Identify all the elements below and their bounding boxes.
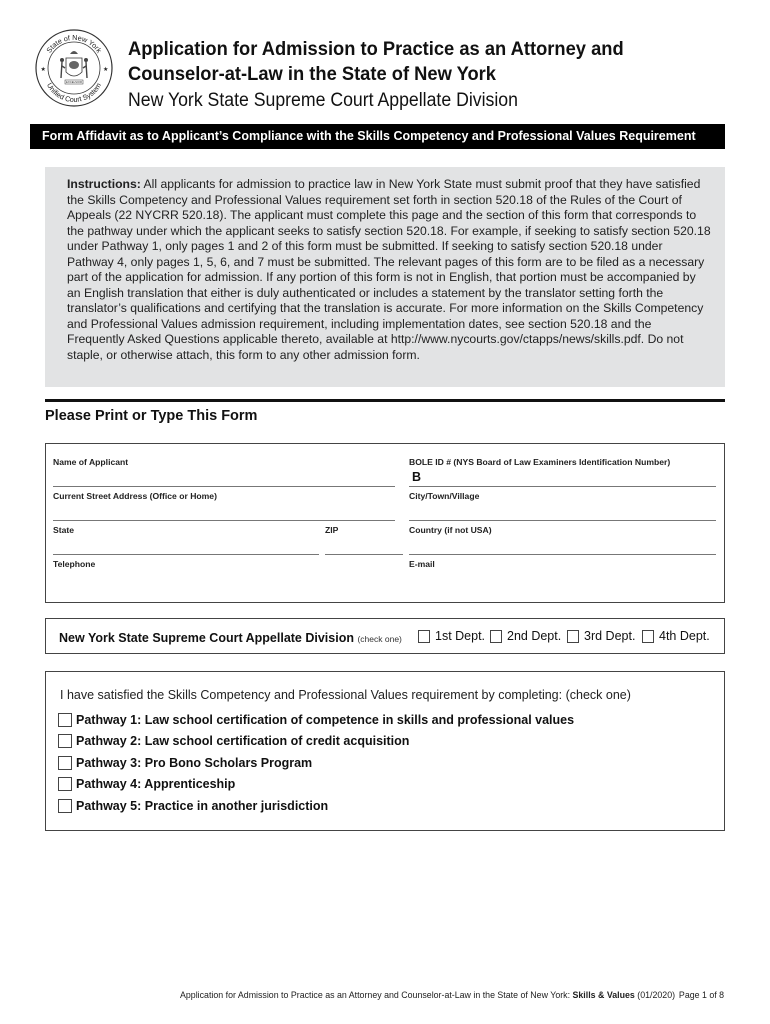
pathway-2-option[interactable] (58, 734, 409, 748)
zip-field[interactable] (325, 554, 403, 555)
bole-id-label: BOLE ID # (NYS Board of Law Examiners Identification Number) (409, 457, 671, 467)
pathway-box (45, 671, 725, 831)
pathway-4-checkbox[interactable] (58, 777, 72, 791)
instructions-box (45, 167, 725, 387)
instructions-label: Instructions: (67, 177, 141, 191)
country-label: Country (if not USA) (409, 525, 492, 535)
city-label: City/Town/Village (409, 491, 480, 501)
dept-1-checkbox[interactable] (418, 630, 430, 643)
page-number: Page 1 of 8 (678, 990, 724, 1001)
name-label: Name of Applicant (53, 457, 129, 467)
country-field[interactable] (409, 554, 716, 555)
nys-court-seal (34, 28, 114, 108)
pathway-2-label: Pathway 2: Law school certification of credit acquisition (76, 734, 410, 748)
email-field[interactable] (409, 594, 716, 595)
email-label: E-mail (409, 559, 435, 569)
footer-bold: Skills & Values (572, 990, 635, 1001)
state-label: State (53, 525, 75, 535)
appellate-division-label (59, 631, 402, 645)
street-address-field[interactable] (53, 520, 395, 521)
telephone-label: Telephone (53, 559, 96, 569)
page-title (128, 37, 711, 87)
check-one-note: (check one) (357, 634, 402, 644)
pathway-5-label: Pathway 5: Practice in another jurisdiction (76, 799, 329, 813)
pathway-3-label: Pathway 3: Pro Bono Scholars Program (76, 756, 313, 770)
dept-2-label: 2nd Dept. (507, 629, 562, 643)
name-field[interactable] (53, 486, 395, 487)
appellate-division-box (45, 618, 725, 654)
city-field[interactable] (409, 520, 716, 521)
pathway-5-option[interactable] (58, 799, 328, 813)
dept-1-label: 1st Dept. (435, 629, 486, 643)
section-divider (45, 399, 725, 402)
page-subtitle: New York State Supreme Court Appellate Division (128, 90, 518, 111)
telephone-field[interactable] (53, 594, 395, 595)
svg-text:★: ★ (40, 67, 46, 73)
page-footer (180, 990, 675, 1001)
dept-4-label: 4th Dept. (659, 629, 710, 643)
seal-top-text: State of New York (44, 32, 104, 55)
state-field[interactable] (53, 554, 319, 555)
seal-bottom-text: Unified Court System (44, 81, 104, 105)
pathway-3-option[interactable] (58, 756, 312, 770)
bole-id-prefix: B (412, 470, 422, 484)
dept-2-option[interactable] (490, 629, 561, 643)
pathway-5-checkbox[interactable] (58, 799, 72, 813)
pathway-4-option[interactable] (58, 777, 235, 791)
dept-3-checkbox[interactable] (567, 630, 579, 643)
form-banner: Form Affidavit as to Applicant’s Compliance with the Skills Competency and Professional Values Requirement (30, 124, 725, 149)
title-line-1: Application for Admission to Practice as an Attorney and (128, 38, 624, 60)
zip-label: ZIP (325, 525, 339, 535)
dept-3-label: 3rd Dept. (584, 629, 636, 643)
pathway-3-checkbox[interactable] (58, 756, 72, 770)
title-line-2: Counselor-at-Law in the State of New York (128, 63, 497, 85)
instructions-text: All applicants for admission to practice law in New York State must submit proof that they have satisfied the Skills Competency and Professional Values requirement set forth in section 520.18 of the Rules of the Court of Appeals (22 NYCRR 520.18). The applicant must complete this page and the section of this form that corresponds to the pathway under which the applicant seeks to satisfy section 520.18. For example, if seeking to satisfy section 520.18 under Pathway 1, only pages 1 and 2 of this form must be submitted. If seeking to satisfy section 520.18 under Pathway 4, only pages 1, 5, 6, and 7 must be submitted. The relevant pages of this form are to be filed as a necessary part of the application for admission. If any portion of this form is not in English, that portion must be accompanied by an English translation that either is duly authenticated or includes a statement by the translator setting forth the translator’s qualifications and certifying that the translation is accurate. For more information on the Skills Competency and Professional Values admission requirement, including implementation dates, see section 520.18 and the Frequently Asked Questions applicable thereto, available at http://www.nycourts.gov/ctapps/news/skills.pdf. Do not staple, or otherwise attach, this form to any other admission form. (67, 177, 711, 362)
bole-id-field[interactable] (409, 486, 716, 487)
pathway-2-checkbox[interactable] (58, 734, 72, 748)
street-address-label: Current Street Address (Office or Home) (53, 491, 217, 501)
appellate-division-title: New York State Supreme Court Appellate Division (59, 631, 354, 645)
pathway-4-label: Pathway 4: Apprenticeship (76, 777, 236, 791)
dept-2-checkbox[interactable] (490, 630, 502, 643)
dept-4-checkbox[interactable] (642, 630, 654, 643)
dept-3-option[interactable] (567, 629, 635, 643)
dept-1-option[interactable] (418, 629, 485, 643)
pathway-1-label: Pathway 1: Law school certification of competence in skills and professional values (76, 713, 575, 727)
applicant-info-box (45, 443, 725, 603)
seal-motto: EXCELSIOR (65, 80, 83, 85)
pathway-1-option[interactable] (58, 713, 574, 727)
pathway-1-checkbox[interactable] (58, 713, 72, 727)
pathway-intro: I have satisfied the Skills Competency and Professional Values requirement by completing: (check one) (60, 688, 631, 702)
footer-text: Application for Admission to Practice as an Attorney and Counselor-at-Law in the State of New York: (180, 990, 573, 1001)
form-heading: Please Print or Type This Form (45, 408, 258, 424)
svg-text:★: ★ (103, 67, 109, 73)
footer-version: (01/2020) (634, 990, 676, 1001)
dept-4-option[interactable] (642, 629, 710, 643)
